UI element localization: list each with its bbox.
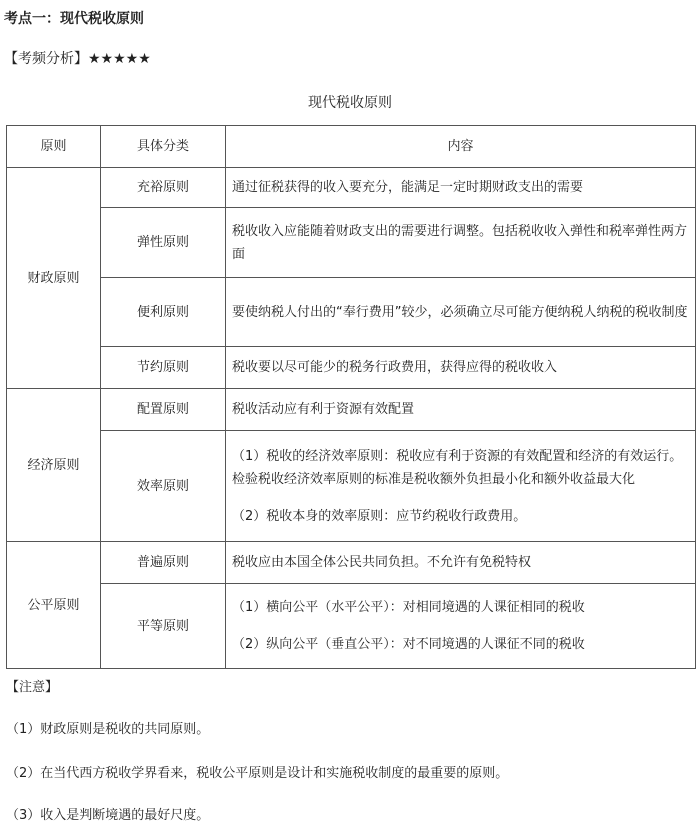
category-cell: 配置原则 — [101, 389, 226, 431]
frequency-line — [4, 48, 151, 68]
content-cell: 通过征税获得的收入要充分，能满足一定时期财政支出的需要 — [226, 168, 696, 208]
table-row — [7, 347, 696, 389]
category-cell: 平等原则 — [101, 584, 226, 669]
tax-principles-table — [6, 125, 696, 669]
note-item: （2）在当代西方税收学界看来，税收公平原则是设计和实施税收制度的最重要的原则。 — [6, 766, 509, 781]
content-paragraph: （1）横向公平（水平公平）：对相同境遇的人课征相同的税收 — [232, 600, 585, 615]
principle-cell: 公平原则 — [7, 542, 101, 669]
content-cell — [226, 431, 696, 542]
category-cell: 弹性原则 — [101, 208, 226, 278]
content-cell — [226, 584, 696, 669]
table-row — [7, 542, 696, 584]
content-cell: 要使纳税人付出的“奉行费用”较少，必须确立尽可能方便纳税人纳税的税收制度 — [226, 278, 696, 347]
frequency-label: 【考频分析】 — [4, 51, 88, 67]
table-title: 现代税收原则 — [308, 95, 392, 111]
header-content: 内容 — [226, 126, 696, 168]
content-cell: 税收收入应能随着财政支出的需要进行调整。包括税收收入弹性和税率弹性两方面 — [226, 208, 696, 278]
category-cell: 充裕原则 — [101, 168, 226, 208]
table-row — [7, 168, 696, 208]
content-paragraph: （2）税收本身的效率原则：应节约税收行政费用。 — [232, 508, 527, 524]
note-item: （1）财政原则是税收的共同原则。 — [6, 722, 210, 737]
notes-title: 【注意】 — [6, 680, 59, 695]
table-row — [7, 278, 696, 347]
content-cell: 税收活动应有利于资源有效配置 — [226, 389, 696, 431]
category-cell: 普遍原则 — [101, 542, 226, 584]
principle-cell: 财政原则 — [7, 168, 101, 389]
frequency-stars: ★★★★★ — [88, 51, 151, 67]
principle-cell: 经济原则 — [7, 389, 101, 542]
content-cell: 税收应由本国全体公民共同负担。不允许有免税特权 — [226, 542, 696, 584]
content-cell: 税收要以尽可能少的税务行政费用，获得应得的税收收入 — [226, 347, 696, 389]
header-principle: 原则 — [7, 126, 101, 168]
note-item: （3）收入是判断境遇的最好尺度。 — [6, 808, 210, 823]
content-paragraph: （1）税收的经济效率原则：税收应有利于资源的有效配置和经济的有效运行。检验税收经济效率原则的标准是税收额外负担最小化和额外收益最大化 — [232, 448, 683, 487]
table-row — [7, 431, 696, 542]
table-header-row — [7, 126, 696, 168]
table-row — [7, 389, 696, 431]
table-row — [7, 584, 696, 669]
category-cell: 效率原则 — [101, 431, 226, 542]
header-category: 具体分类 — [101, 126, 226, 168]
category-cell: 节约原则 — [101, 347, 226, 389]
category-cell: 便利原则 — [101, 278, 226, 347]
page-heading: 考点一：现代税收原则 — [4, 11, 144, 27]
table-row — [7, 208, 696, 278]
content-paragraph: （2）纵向公平（垂直公平）：对不同境遇的人课征不同的税收 — [232, 637, 585, 652]
